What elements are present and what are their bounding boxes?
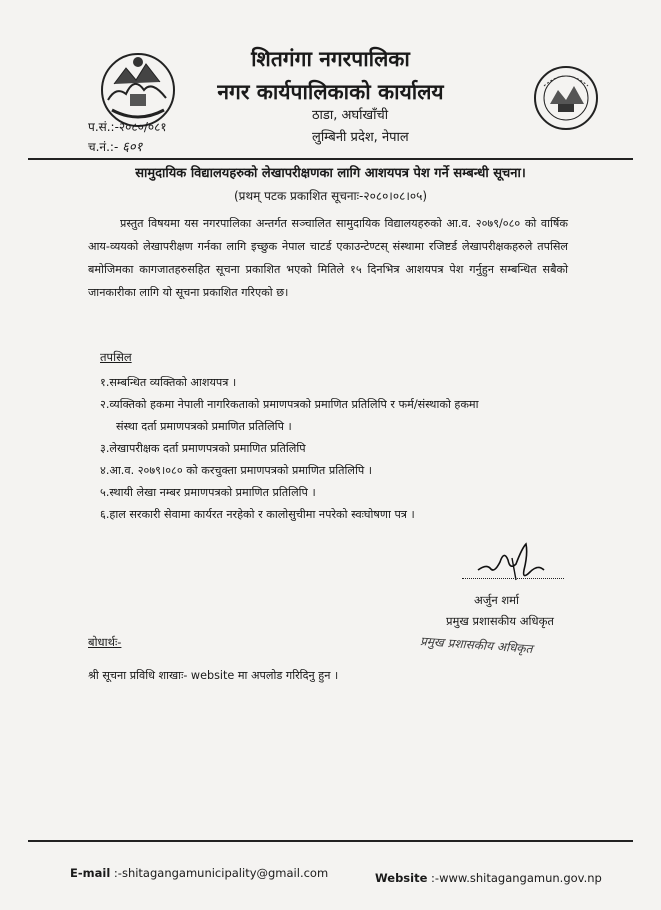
municipality-name: शितगंगा नगरपालिका <box>251 47 410 71</box>
website-label: Website <box>375 871 428 885</box>
notice-subtitle: (प्रथम् पटक प्रकाशित सूचनाः-२०८०।०८।०५) <box>233 189 428 203</box>
dispatch-number: ६०१ <box>122 140 143 155</box>
email-value: :-shitagangamunicipality@gmail.com <box>113 866 329 880</box>
dispatch-ref <box>88 137 142 155</box>
tapasil-list <box>100 372 570 526</box>
office-province: लुम्बिनी प्रदेश, नेपाल <box>312 130 409 145</box>
list-item: ६.हाल सरकारी सेवामा कार्यरत नरहेको र कालोसुचीमा नपरेको स्वःघोषणा पत्र । <box>100 508 415 521</box>
list-item: ४.आ.व. २०७९।०८० को करचुक्ता प्रमाणपत्रको प्रमाणित प्रतिलिपि । <box>100 464 373 477</box>
list-item: २.व्यक्तिको हकमा नेपाली नागरिकताको प्रमाणपत्रको प्रमाणित प्रतिलिपि र फर्म/संस्थाको हकमा <box>100 398 479 411</box>
signatory-title: प्रमुख प्रशासकीय अधिकृत <box>446 614 554 628</box>
dispatch-label: च.नं.:- <box>88 140 119 154</box>
email-label: E-mail <box>70 866 111 880</box>
footer-divider <box>28 840 633 842</box>
list-item: १.सम्बन्धित व्यक्तिको आशयपत्र । <box>100 376 237 389</box>
cc-line: श्री सूचना प्रविधि शाखाः- website मा अपलोड गरिदिनु हुन । <box>88 669 339 682</box>
fiscal-year-ref: प.सं.:-२०८०/०८१ <box>88 120 167 134</box>
notice-body: प्रस्तुत विषयमा यस नगरपालिका अन्तर्गत सञ्चालित सामुदायिक विद्यालयहरुको आ.व. २०७९/०८० को वार्षिक आय-व्ययको लेखापरीक्षण गर्नका लागि इच्छुक नेपाल चाटर्ड एकाउन्टेण्टस् संस्थामा रजिष्टर्ड लेखापरीक्षकहरुले तपसिल बमोजिमका कागजातहरुसहित सूचना प्रकाशित भएको मितिले १५ दिनभित्र आशयपत्र पेश गर्नुहुन सम्बन्धित सबैको जानकारीका लागि यो सूचना प्रकाशित गरिएको छ। <box>88 217 568 299</box>
signatory-name: अर्जुन शर्मा <box>474 593 520 607</box>
signature-line <box>462 578 564 579</box>
office-place: ठाडा, अर्घाखाँची <box>312 108 389 123</box>
website-value: :-www.shitagangamun.gov.np <box>431 871 602 885</box>
list-item: ५.स्थायी लेखा नम्बर प्रमाणपत्रको प्रमाणित प्रतिलिपि । <box>100 486 316 499</box>
footer-email <box>70 866 328 880</box>
cc-heading: बोधार्थः- <box>88 635 122 649</box>
list-item: ३.लेखापरीक्षक दर्ता प्रमाणपत्रको प्रमाणित प्रतिलिपि <box>100 442 306 455</box>
list-item: संस्था दर्ता प्रमाणपत्रको प्रमाणित प्रतिलिपि । <box>116 420 292 433</box>
header-divider <box>28 158 633 160</box>
tapasil-heading: तपसिल <box>100 350 132 364</box>
office-name: नगर कार्यपालिकाको कार्यालय <box>217 80 444 104</box>
notice-title: सामुदायिक विद्यालयहरुको लेखापरीक्षणका लागि आशयपत्र पेश गर्ने सम्बन्धी सूचना। <box>135 166 526 181</box>
footer-website <box>375 871 602 885</box>
official-stamp: प्रमुख प्रशासकीय अधिकृत <box>419 634 533 656</box>
